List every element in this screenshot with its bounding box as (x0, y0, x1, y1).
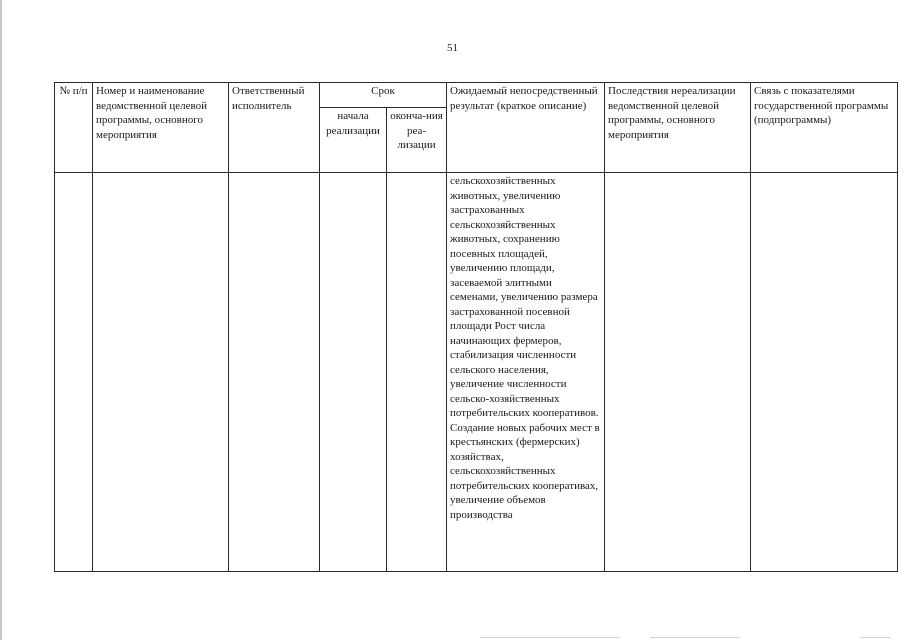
header-result: Ожидаемый непосредственный результат (краткое описание) (447, 83, 605, 173)
page-number: 51 (447, 42, 458, 54)
program-table (54, 82, 898, 572)
header-num: № п/п (55, 83, 93, 173)
cell-num (55, 173, 93, 572)
header-program: Номер и наименование ведомственной целевой программы, основного мероприятия (93, 83, 229, 173)
header-row-main (55, 83, 898, 108)
cell-executor (229, 173, 320, 572)
scan-artifact (650, 637, 740, 638)
scan-artifact (480, 637, 620, 638)
header-link: Связь с показателями государственной программы (подпрограммы) (751, 83, 898, 173)
scan-left-edge (0, 0, 2, 640)
header-executor: Ответственный исполнитель (229, 83, 320, 173)
header-term-start: начала реализации (320, 108, 387, 173)
cell-program (93, 173, 229, 572)
scan-artifact (860, 637, 890, 638)
header-consequences: Последствия нереализации ведомственной целевой программы, основного мероприятия (605, 83, 751, 173)
table-row (55, 173, 898, 572)
header-term-end: оконча-ния реа-лизации (387, 108, 447, 173)
cell-link (751, 173, 898, 572)
cell-term-end (387, 173, 447, 572)
cell-result: сельскохозяйственных животных, увеличению застрахованных сельскохозяйственных животных, сохранению посевных площадей, увеличению площади, засеваемой элитными семенами, увеличению размера застрахованной посевной площади Рост числа начинающих фермеров, стабилизация численности сельского населения, увеличение численности сельско-хозяйственных потребительских кооперативов. Создание новых рабочих мест в крестьянских (фермерских) хозяйствах, сельскохозяйственных потребительских кооперативах, увеличение объемов производства (447, 173, 605, 572)
cell-term-start (320, 173, 387, 572)
header-term: Срок (320, 83, 447, 108)
cell-consequences (605, 173, 751, 572)
